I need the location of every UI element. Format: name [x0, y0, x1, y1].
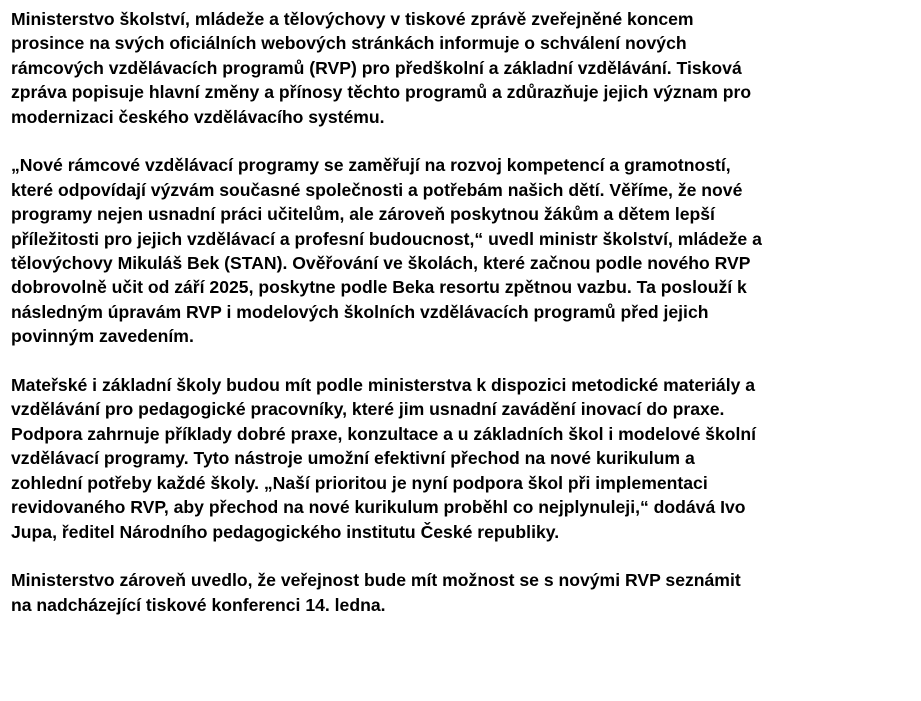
text-line: prosince na svých oficiálních webových stránkách informuje o schválení nových — [11, 33, 687, 54]
text-line: tělovýchovy Mikuláš Bek (STAN). Ověřování ve školách, které začnou podle nového RVP — [11, 253, 751, 274]
text-line: následným úpravám RVP i modelových školních vzdělávacích programů před jejich — [11, 301, 709, 322]
text-line: zpráva popisuje hlavní změny a přínosy těchto programů a zdůrazňuje jejich význam pro — [11, 82, 752, 103]
text-line: zohlední potřeby každé školy. „Naší prioritou je nyní podpora škol při implementaci — [11, 472, 708, 493]
text-line: vzdělávání pro pedagogické pracovníky, které jim usnadní zavádění inovací do praxe. — [11, 399, 725, 420]
text-line: Ministerstvo školství, mládeže a tělovýchovy v tiskové zprávě zveřejněné koncem — [11, 9, 694, 29]
text-line: rámcových vzdělávacích programů (RVP) pro předškolní a základní vzdělávání. Tisková — [11, 57, 742, 78]
paragraph-3 — [11, 373, 915, 544]
text-line: programy nejen usnadní práci učitelům, ale zároveň poskytnou žákům a dětem lepší — [11, 204, 715, 225]
paragraph-4 — [11, 568, 915, 617]
text-line: vzdělávací programy. Tyto nástroje umožní efektivní přechod na nové kurikulum a — [11, 448, 695, 469]
text-line: povinným zavedením. — [11, 326, 194, 347]
text-line: příležitosti pro jejich vzdělávací a profesní budoucnost,“ uvedl ministr školství, mládeže a — [11, 228, 762, 249]
text-line: modernizaci českého vzdělávacího systému. — [11, 106, 385, 127]
text-line: „Nové rámcové vzdělávací programy se zaměřují na rozvoj kompetencí a gramotností, — [11, 155, 731, 176]
text-line: dobrovolně učit od září 2025, poskytne podle Beka resortu zpětnou vazbu. Ta poslouží k — [11, 277, 747, 298]
article-text — [11, 7, 915, 642]
text-line: které odpovídají výzvám současné společnosti a potřebám našich dětí. Věříme, že nové — [11, 179, 743, 200]
text-line: Mateřské i základní školy budou mít podle ministerstva k dispozici metodické materiály a — [11, 375, 756, 396]
text-line: Ministerstvo zároveň uvedlo, že veřejnost bude mít možnost se s novými RVP seznámit — [11, 570, 741, 591]
text-line: Podpora zahrnuje příklady dobré praxe, konzultace a u základních škol i modelové školní — [11, 423, 757, 444]
paragraph-2 — [11, 153, 915, 348]
text-line: revidovaného RVP, aby přechod na nové kurikulum proběhl co nejplynuleji,“ dodává Ivo — [11, 497, 746, 518]
text-line: Jupa, ředitel Národního pedagogického institutu České republiky. — [11, 521, 560, 542]
paragraph-1 — [11, 7, 915, 129]
text-line: na nadcházející tiskové konferenci 14. ledna. — [11, 594, 386, 615]
